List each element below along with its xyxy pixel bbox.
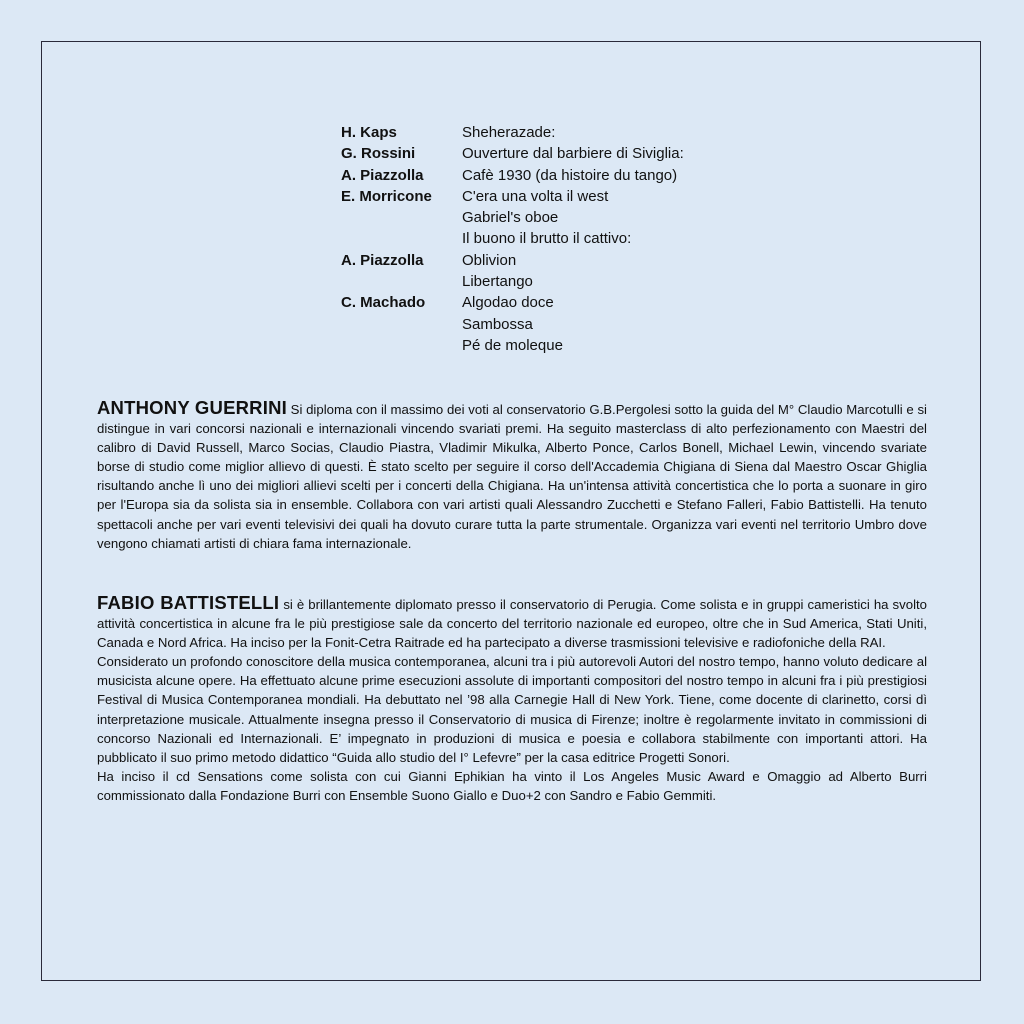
composer-name (341, 228, 462, 249)
bio-name: ANTHONY GUERRINI (97, 397, 287, 418)
composer-name: E. Morricone (341, 187, 432, 205)
composer-name (341, 314, 462, 335)
program-row (341, 143, 761, 164)
composer-name (341, 335, 462, 356)
bio-anthony-guerrini (97, 398, 927, 553)
piece-title: Sheherazade: (462, 124, 556, 141)
piece-title: Sambossa (462, 315, 533, 333)
piece-title: Ouverture dal barbiere di Siviglia: (462, 145, 684, 163)
program-row (341, 122, 761, 143)
bio-name: FABIO BATTISTELLI (97, 592, 280, 613)
program-row (341, 314, 761, 335)
program-row (341, 250, 761, 271)
program-row (341, 165, 761, 186)
bio-text: si è brillantemente diplomato presso il conservatorio di Perugia. Come solista e in gruppi cameristici ha svolto attività concertistica in alcune fra le più prestigiose sale da concerto del territorio nazionale ed europeo, oltre che in Sud America, Stati Uniti, Canada e Nord Africa. Ha inciso per la Fonit-Cetra Raitrade ed ha partecipato a diverse trasmissioni televisive e radiofoniche della RAI. (97, 597, 927, 651)
composer-name: C. Machado (341, 294, 426, 312)
program-row (341, 335, 761, 356)
piece-title: Pé de moleque (462, 336, 563, 354)
piece-title: Oblivion (462, 251, 517, 269)
composer-name (341, 271, 462, 292)
composer-name: G. Rossini (341, 145, 416, 163)
program-row (341, 186, 761, 207)
bio-paragraph: Considerato un profondo conoscitore della musica contemporanea, alcuni tra i più autorevoli Autori del nostro tempo, hanno voluto dedicare al musicista alcune opere. Ha effettuato alcune prime esecuzioni assolute di importanti compositori del nostro tempo in alcuni fra i più prestigiosi Festival di Musica Contemporanea mondiali. Ha debuttato nel ’98 alla Carnegie Hall di New York. Tiene, come docente di clarinetto, corsi dì interpretazione musicale. Attualmente insegna presso il Conservatorio di musica di Firenze; inoltre è regolarmente invitato in commissioni di concorso Nazionali ed Internazionali. E’ impegnato in produzioni di musica e poesia e collabora stabilmente con importanti attori. Ha pubblicato il suo primo metodo didattico “Guida allo studio del I° Lefevre” per la casa editrice Progetti Sonori. (97, 654, 927, 765)
piece-title: Il buono il brutto il cattivo: (462, 230, 632, 248)
bio-paragraph (97, 593, 927, 652)
program-row (341, 228, 761, 249)
composer-name: A. Piazzolla (341, 166, 424, 184)
piece-title: C'era una volta il west (462, 187, 609, 205)
program-row (341, 207, 761, 228)
bio-text: Si diploma con il massimo dei voti al conservatorio G.B.Pergolesi sotto la guida del M° Claudio Marcotulli e si distingue in vari concorsi nazionali e internazionali vincendo svariati premi. Ha seguito masterclass di alto perfezionamento con Maestri del calibro di David Russell, Marco Socias, Claudio Piastra, Vladimir Mikulka, Alberto Ponce, Carlos Bonell, Michael Lewin, vincendo svariate borse di studio come miglior allievo di questi. È stato scelto per seguire il corso dell'Accademia Chigiana di Siena dal Maestro Oscar Ghiglia risultando anche lì uno dei migliori allievi scelti per i concerti della Chigiana. Ha un'intensa attività concertistica che lo porta a suonare in giro per l'Europa sia da solista sia in ensemble. Collabora con vari artisti quali Alessandro Zucchetti e Stefano Falleri, Fabio Battistelli. Ha tenuto spettacoli anche per vari eventi televisivi dei quali ha dovuto curare tutta la parte strumentale. Organizza vari eventi nel territorio Umbro dove vengono chiamati artisti di chiara fama internazionale. (97, 402, 927, 551)
composer-name: H. Kaps (341, 124, 397, 141)
piece-title: Algodao doce (462, 294, 554, 312)
piece-title: Libertango (462, 273, 533, 291)
program-list (341, 122, 761, 356)
program-row (341, 271, 761, 292)
piece-title: Cafè 1930 (da histoire du tango) (462, 166, 678, 184)
piece-title: Gabriel's oboe (462, 209, 559, 227)
program-row (341, 292, 761, 313)
composer-name (341, 207, 462, 228)
composer-name: A. Piazzolla (341, 251, 424, 269)
bio-paragraph (97, 398, 927, 553)
bio-fabio-battistelli (97, 593, 927, 805)
bio-paragraph: Ha inciso il cd Sensations come solista con cui Gianni Ephikian ha vinto il Los Angeles Music Award e Omaggio ad Alberto Burri commissionato dalla Fondazione Burri con Ensemble Suono Giallo e Duo+2 con Sandro e Fabio Gemmiti. (97, 768, 927, 803)
